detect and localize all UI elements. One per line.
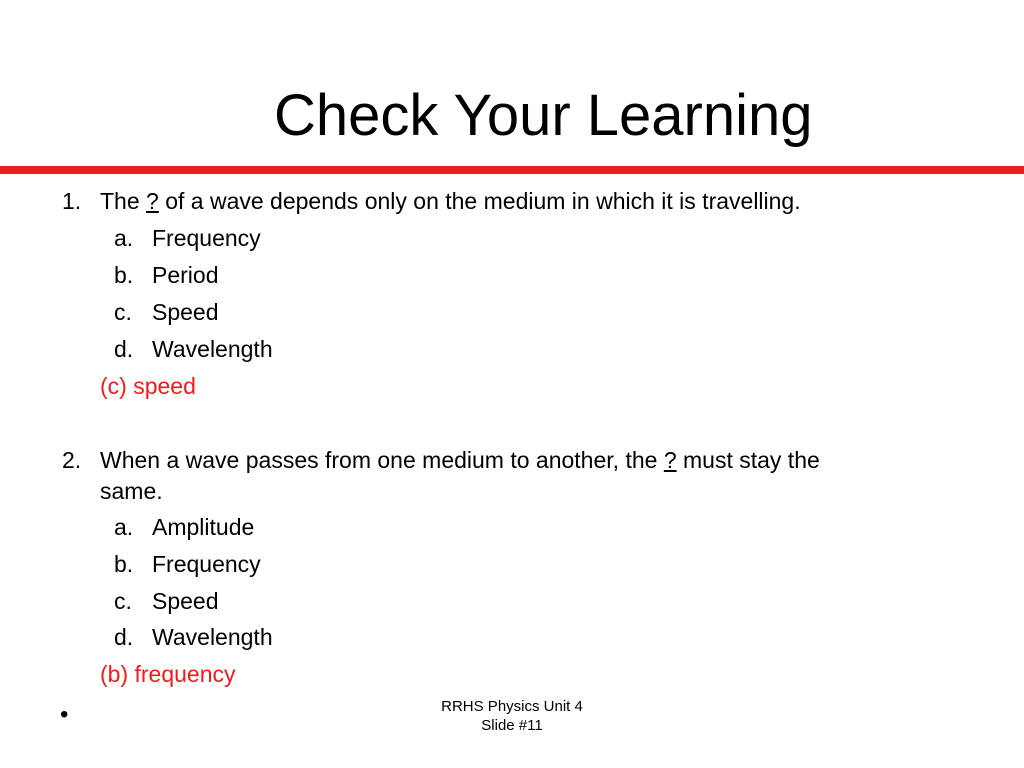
q1-option-d-label: Wavelength xyxy=(152,336,273,362)
question-1-number: 1. xyxy=(62,188,82,214)
question-2-text-continuation: same. xyxy=(100,478,163,504)
q1-option-b-label: Period xyxy=(152,262,219,288)
q1-option-b-letter: b. xyxy=(114,262,134,288)
question-2-text-after: must stay the xyxy=(676,447,820,473)
q1-option-d-letter: d. xyxy=(114,336,134,362)
q1-option-c-letter: c. xyxy=(114,299,132,325)
title-divider xyxy=(0,166,1024,174)
q2-option-c-letter: c. xyxy=(114,588,132,614)
q2-option-d-label: Wavelength xyxy=(152,624,273,650)
footer-slide-number: Slide #11 xyxy=(481,717,543,734)
q2-option-c-label: Speed xyxy=(152,588,219,614)
question-2-answer: (b) frequency xyxy=(100,661,236,687)
q2-option-d-letter: d. xyxy=(114,624,134,650)
question-2-blank: ? xyxy=(663,447,677,473)
question-2-number: 2. xyxy=(62,447,82,473)
q1-option-c-label: Speed xyxy=(152,299,219,325)
q1-option-a-label: Frequency xyxy=(152,225,261,251)
question-1-answer: (c) speed xyxy=(100,373,196,399)
question-2-text xyxy=(100,445,820,475)
footer-course: RRHS Physics Unit 4 xyxy=(441,698,583,715)
q2-option-b-label: Frequency xyxy=(152,551,261,577)
q2-option-a-letter: a. xyxy=(114,514,134,540)
slide-footer xyxy=(412,697,612,735)
q1-option-a-letter: a. xyxy=(114,225,134,251)
question-1-blank: ? xyxy=(146,188,159,214)
q2-option-a-label: Amplitude xyxy=(152,514,255,540)
empty-bullet: • xyxy=(60,701,69,728)
slide-title: Check Your Learning xyxy=(274,83,813,148)
q2-option-b-letter: b. xyxy=(114,551,134,577)
question-1-text-before: The xyxy=(100,188,147,214)
question-1-text-after: of a wave depends only on the medium in which it is travelling. xyxy=(158,188,801,214)
question-2-text-before: When a wave passes from one medium to another, the xyxy=(100,447,664,473)
question-1-text xyxy=(100,186,801,216)
